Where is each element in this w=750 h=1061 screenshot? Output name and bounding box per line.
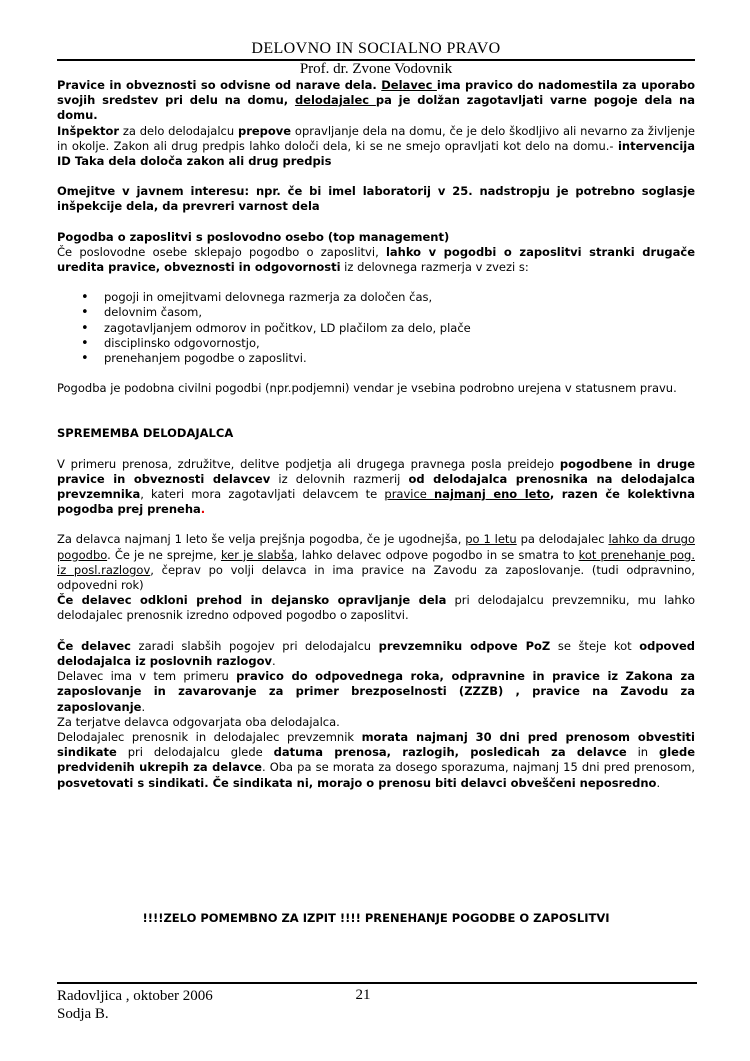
- paragraph-management-contract: [57, 245, 695, 275]
- spacer: [57, 396, 695, 426]
- spacer: [57, 442, 695, 457]
- text-run: pravice: [384, 487, 435, 502]
- text-run: lahko da drugo pogodbo: [57, 532, 695, 562]
- bullet-item: • zagotavljanjem odmorov in počitkov, LD plačilom za delo, plače: [104, 321, 695, 336]
- paragraph-transfer-rights: [57, 457, 695, 518]
- spacer: [57, 791, 695, 911]
- spacer: [57, 215, 695, 230]
- paragraph-civil-contract: [57, 381, 695, 396]
- text-run: iz delovnih razmerij: [270, 471, 409, 486]
- text-run: Delavec: [381, 78, 437, 92]
- heading-top-management: [57, 230, 695, 245]
- text-run: Pogodba o zaposlitvi s poslovodno osebo (top management): [57, 229, 450, 244]
- text-run: datuma prenosa, razlogih, posledicah za delavce: [273, 745, 627, 760]
- text-run: Če poslovodne osebe sklepajo pogodbo o zaposlitvi,: [57, 244, 386, 259]
- bullet-item: • delovnim časom,: [104, 305, 695, 320]
- text-run: Če delavec: [57, 638, 131, 653]
- text-run: . Če je ne sprejme,: [107, 547, 221, 562]
- text-run: in: [626, 745, 659, 760]
- paragraph-worker-termination: [57, 639, 695, 669]
- text-run: Za terjatve delavca odgovarjata oba delodajalca.: [57, 714, 340, 729]
- paragraph-inspector: [57, 124, 695, 170]
- text-run: pogodbene in druge pravice in obveznosti delavcev: [57, 456, 695, 486]
- section-heading-employer-change: [57, 426, 695, 441]
- text-run: Pravice in obveznosti so odvisne od narave dela.: [57, 78, 382, 92]
- text-run: .: [141, 699, 146, 714]
- text-run: za delo delodajalcu: [119, 123, 238, 138]
- text-run: .: [656, 775, 661, 790]
- text-run: se šteje kot: [550, 638, 640, 653]
- paragraph-worker-rights-zzzb: [57, 669, 695, 715]
- text-run: razen če kolektivna pogodba prej preneha: [57, 487, 696, 517]
- paragraph-union-notification: [57, 730, 695, 791]
- exam-important-note: [57, 911, 695, 926]
- text-run: od delodajalca prenosnika na delodajalca prevzemnika: [57, 471, 695, 502]
- footer-place-date: Radovljica , oktober 2006: [57, 988, 213, 1004]
- text-run: delodajalec: [294, 93, 376, 108]
- text-run: prevzemniku odpove PoZ: [378, 638, 551, 653]
- text-run: pa delodajalec: [516, 532, 609, 547]
- spacer: [57, 275, 695, 290]
- text-run: posvetovati s sindikati. Če sindikata ni, morajo o prenosu biti delavci obveščeni neposredno: [57, 775, 657, 790]
- spacer: [57, 517, 695, 532]
- text-run: pravico do odpovednega roka, odpravnine in pravice iz Zakona za zaposlovanje in zavarovanje za primer brezposelnosti (ZZZB) , pravice na Zavodu za zaposlovanje: [57, 669, 695, 714]
- footer-line-1: [57, 987, 697, 1005]
- text-run: Za delavca najmanj 1 leto še velja prejšnja pogodba, če je ugodnejša,: [57, 532, 466, 547]
- page-title: DELOVNO IN SOCIALNO PRAVO: [251, 40, 501, 57]
- paragraph-rights-obligations: [57, 78, 695, 124]
- text-run: , lahko delavec odpove pogodbo in se smatra to: [294, 547, 579, 562]
- text-run: Delodajalec prenosnik in delodajalec prevzemnik: [57, 729, 362, 744]
- text-run: Če delavec odkloni prehod in dejansko opravljanje dela: [57, 593, 447, 608]
- text-run: prepove: [237, 123, 292, 138]
- document-body: [57, 78, 695, 926]
- text-run: , čeprav po volji delavca in ima pravice na Zavodu za zaposlovanje. (tudi odpravnino, odpovedni rok): [57, 562, 695, 593]
- text-run: , kateri mora zagotavljati delavcem te: [140, 487, 385, 502]
- text-run: .: [271, 653, 276, 668]
- spacer: [57, 366, 695, 381]
- spacer: [57, 169, 695, 184]
- text-run: lahko v pogodbi o zaposlitvi stranki drugače uredita pravice, obveznosti in odgovornosti: [57, 244, 695, 275]
- page-footer: [57, 982, 697, 1023]
- text-run: najmanj eno leto: [434, 487, 550, 502]
- text-run: iz delovnega razmerja v zvezi s:: [340, 260, 529, 275]
- text-run: SPREMEMBA DELODAJALCA: [57, 426, 234, 441]
- text-run: ,: [549, 487, 562, 502]
- text-run: po 1 letu: [465, 532, 517, 547]
- text-run: Delavec ima v tem primeru: [57, 669, 237, 684]
- text-run: Omejitve v javnem interesu: npr. če bi imel laboratorij v 25. nadstropju je potrebno soglasje inšpekcije dela, da prevreri varnost dela: [57, 184, 695, 214]
- text-run: V primeru prenosa, združitve, delitve podjetja ali drugega pravnega posla preidejo: [57, 456, 560, 471]
- footer-author: Sodja B.: [57, 1006, 109, 1022]
- text-run: intervencija ID Taka dela določa zakon ali drug predpis: [57, 138, 695, 169]
- bullet-item: • prenehanjem pogodbe o zaposlitvi.: [104, 351, 695, 366]
- author-line: Prof. dr. Zvone Vodovnik: [299, 61, 453, 77]
- paragraph-public-interest: [57, 184, 695, 214]
- paragraph-one-year-contract: [57, 532, 695, 593]
- text-run: .: [200, 502, 206, 517]
- bullet-item: • pogoji in omejitvami delovnega razmerja za določen čas,: [104, 290, 695, 305]
- text-run: pa je dolžan zagotavljati varne pogoje dela na domu.: [57, 93, 695, 123]
- footer-page-number: 21: [355, 987, 371, 1003]
- paragraph-claims-liability: [57, 715, 695, 730]
- footer-line-2: [57, 1005, 697, 1023]
- text-run: . Oba pa se morata za dosego sporazuma, najmanj 15 dni pred prenosom,: [261, 760, 695, 775]
- text-run: opravljanje dela na domu, če je delo škodljivo ali nevarno za življenje in okolje. Zakon ali drug predpis lahko določi dela, ki se ne smejo opravljati kot delo na domu.-: [57, 123, 695, 153]
- bullet-item: • disciplinsko odgovornostjo,: [104, 336, 695, 351]
- footer-rule: [57, 982, 697, 984]
- text-run: morata najmanj 30 dni pred prenosom obvestiti sindikate: [57, 729, 696, 760]
- text-run: pri delodajalcu prevzemniku, mu lahko delodajalec prenosnik izredno odpoved pogodbo o zaposlitvi.: [57, 593, 695, 623]
- paragraph-refusal-of-transfer: [57, 593, 695, 623]
- spacer: [57, 624, 695, 639]
- text-run: Inšpektor: [57, 123, 120, 138]
- text-run: pri delodajalcu glede: [116, 745, 274, 760]
- text-run: !!!!ZELO POMEMBNO ZA IZPIT !!!! PRENEHANJE POGODBE O ZAPOSLITVI: [142, 910, 610, 925]
- text-run: odpoved delodajalca iz poslovnih razlogov: [57, 638, 695, 668]
- text-run: ima pravico do nadomestila za uporabo svojih sredstev pri delu na domu,: [57, 78, 696, 108]
- text-run: kot prenehanje pog. iz posl.razlogov: [57, 547, 695, 577]
- contract-terms-list: [57, 290, 695, 366]
- text-run: Pogodba je podobna civilni pogodbi (npr.podjemni) vendar je vsebina podrobno urejena v statusnem pravu.: [57, 381, 677, 396]
- text-run: ker je slabša: [220, 547, 295, 562]
- text-run: glede predvidenih ukrepih za delavce: [57, 745, 695, 775]
- text-run: zaradi slabših pogojev pri delodajalcu: [130, 638, 379, 653]
